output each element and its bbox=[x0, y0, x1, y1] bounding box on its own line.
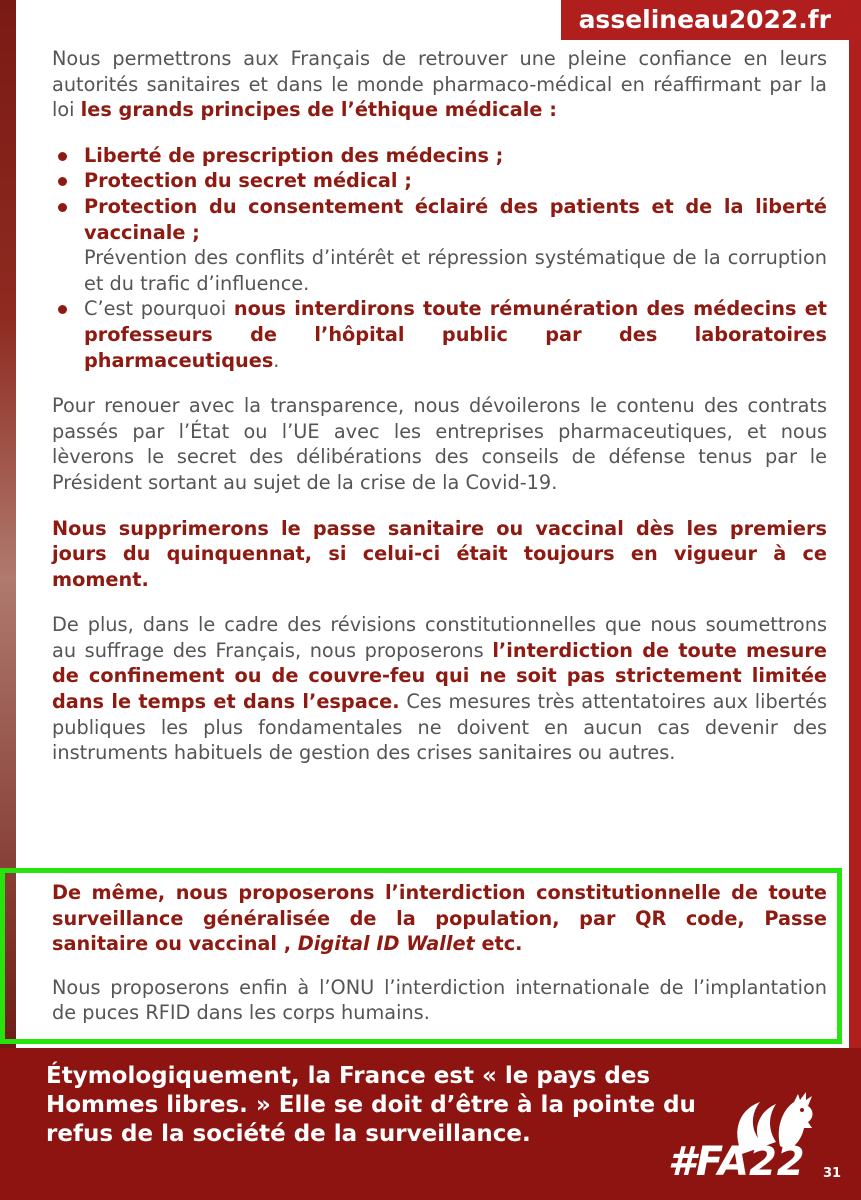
constitution-text: De plus, dans le cadre des révisions constitutionnelles que nous soumettrons au suffrage des Français, nous proposerons bbox=[52, 613, 827, 662]
surveillance-italic-text: Digital ID Wallet bbox=[297, 932, 475, 956]
campaign-hashtag: #FA22 bbox=[668, 1139, 805, 1185]
site-url-banner[interactable]: asselineau2022.fr bbox=[561, 0, 849, 40]
constitution-bold-text: l’interdiction de toute mesure de confinement ou de couvre-feu qui ne soit pas strictement limitée dans le temps et dans l’espace. bbox=[52, 638, 827, 714]
transparency-paragraph: Pour renouer avec la transparence, nous dévoilerons le contenu des contrats passés par l’État ou l’UE avec les entreprises pharmaceutiques, et nous lèverons le secret des délibérations des conseils de défense tenus par le Président sortant au sujet de la crise de la Covid-19. bbox=[52, 394, 827, 494]
onu-paragraph: Nous proposerons enfin à l’ONU l’interdiction internationale de l’implantation de puces RFID dans les corps humains. bbox=[52, 975, 827, 1025]
list-item bbox=[52, 296, 827, 373]
pass-paragraph: Nous supprimerons le passe sanitaire ou vaccinal dès les premiers jours du quinquennat, si celui-ci était toujours en vigueur à ce moment. bbox=[52, 516, 827, 591]
highlight-content bbox=[52, 880, 827, 1044]
constitution-paragraph bbox=[52, 612, 827, 766]
list-item-text: C’est pourquoi bbox=[84, 297, 234, 321]
ethics-bullet-list bbox=[52, 143, 827, 373]
intro-text: Nous permettrons aux Français de retrouver une pleine confiance en leurs autorités sanitaires et dans le monde pharmaco-médical en réaffirmant par la loi bbox=[52, 47, 827, 122]
list-item: Protection du secret médical ; bbox=[52, 168, 827, 194]
surveillance-text: De même, nous proposerons l’interdiction constitutionnelle de toute surveillance généralisée de la population, par QR code, Passe sanitaire ou vaccinal , bbox=[52, 881, 827, 956]
list-item-bold-text: nous interdirons toute rémunération des médecins et professeurs de l’hôpital public par des laboratoires pharmaceutiques bbox=[84, 297, 827, 372]
surveillance-text-end: etc. bbox=[474, 932, 523, 956]
main-content bbox=[52, 46, 827, 786]
intro-paragraph bbox=[52, 46, 827, 123]
list-item: Prévention des conflits d’intérêt et répression systématique de la corruption et du trafic d’influence. bbox=[84, 246, 827, 295]
right-accent-strip bbox=[849, 0, 861, 1050]
intro-bold-text: les grands principes de l’éthique médicale : bbox=[80, 98, 557, 122]
footer-tagline: Étymologiquement, la France est « le pays des Hommes libres. » Elle se doit d’être à la pointe du refus de la société de la surveillance. bbox=[46, 1063, 696, 1147]
constitution-text-end: Ces mesures très attentatoires aux libertés publiques les plus fondamentales ne doivent en aucun cas devenir des instruments habituels de gestion des crises sanitaires ou autres. bbox=[52, 690, 827, 765]
list-item: Protection du consentement éclairé des patients et de la liberté vaccinale ; bbox=[52, 194, 827, 245]
list-item: Liberté de prescription des médecins ; bbox=[52, 143, 827, 169]
list-item-end: . bbox=[273, 348, 280, 372]
page-number: 31 bbox=[823, 1166, 842, 1181]
surveillance-paragraph bbox=[52, 880, 827, 957]
